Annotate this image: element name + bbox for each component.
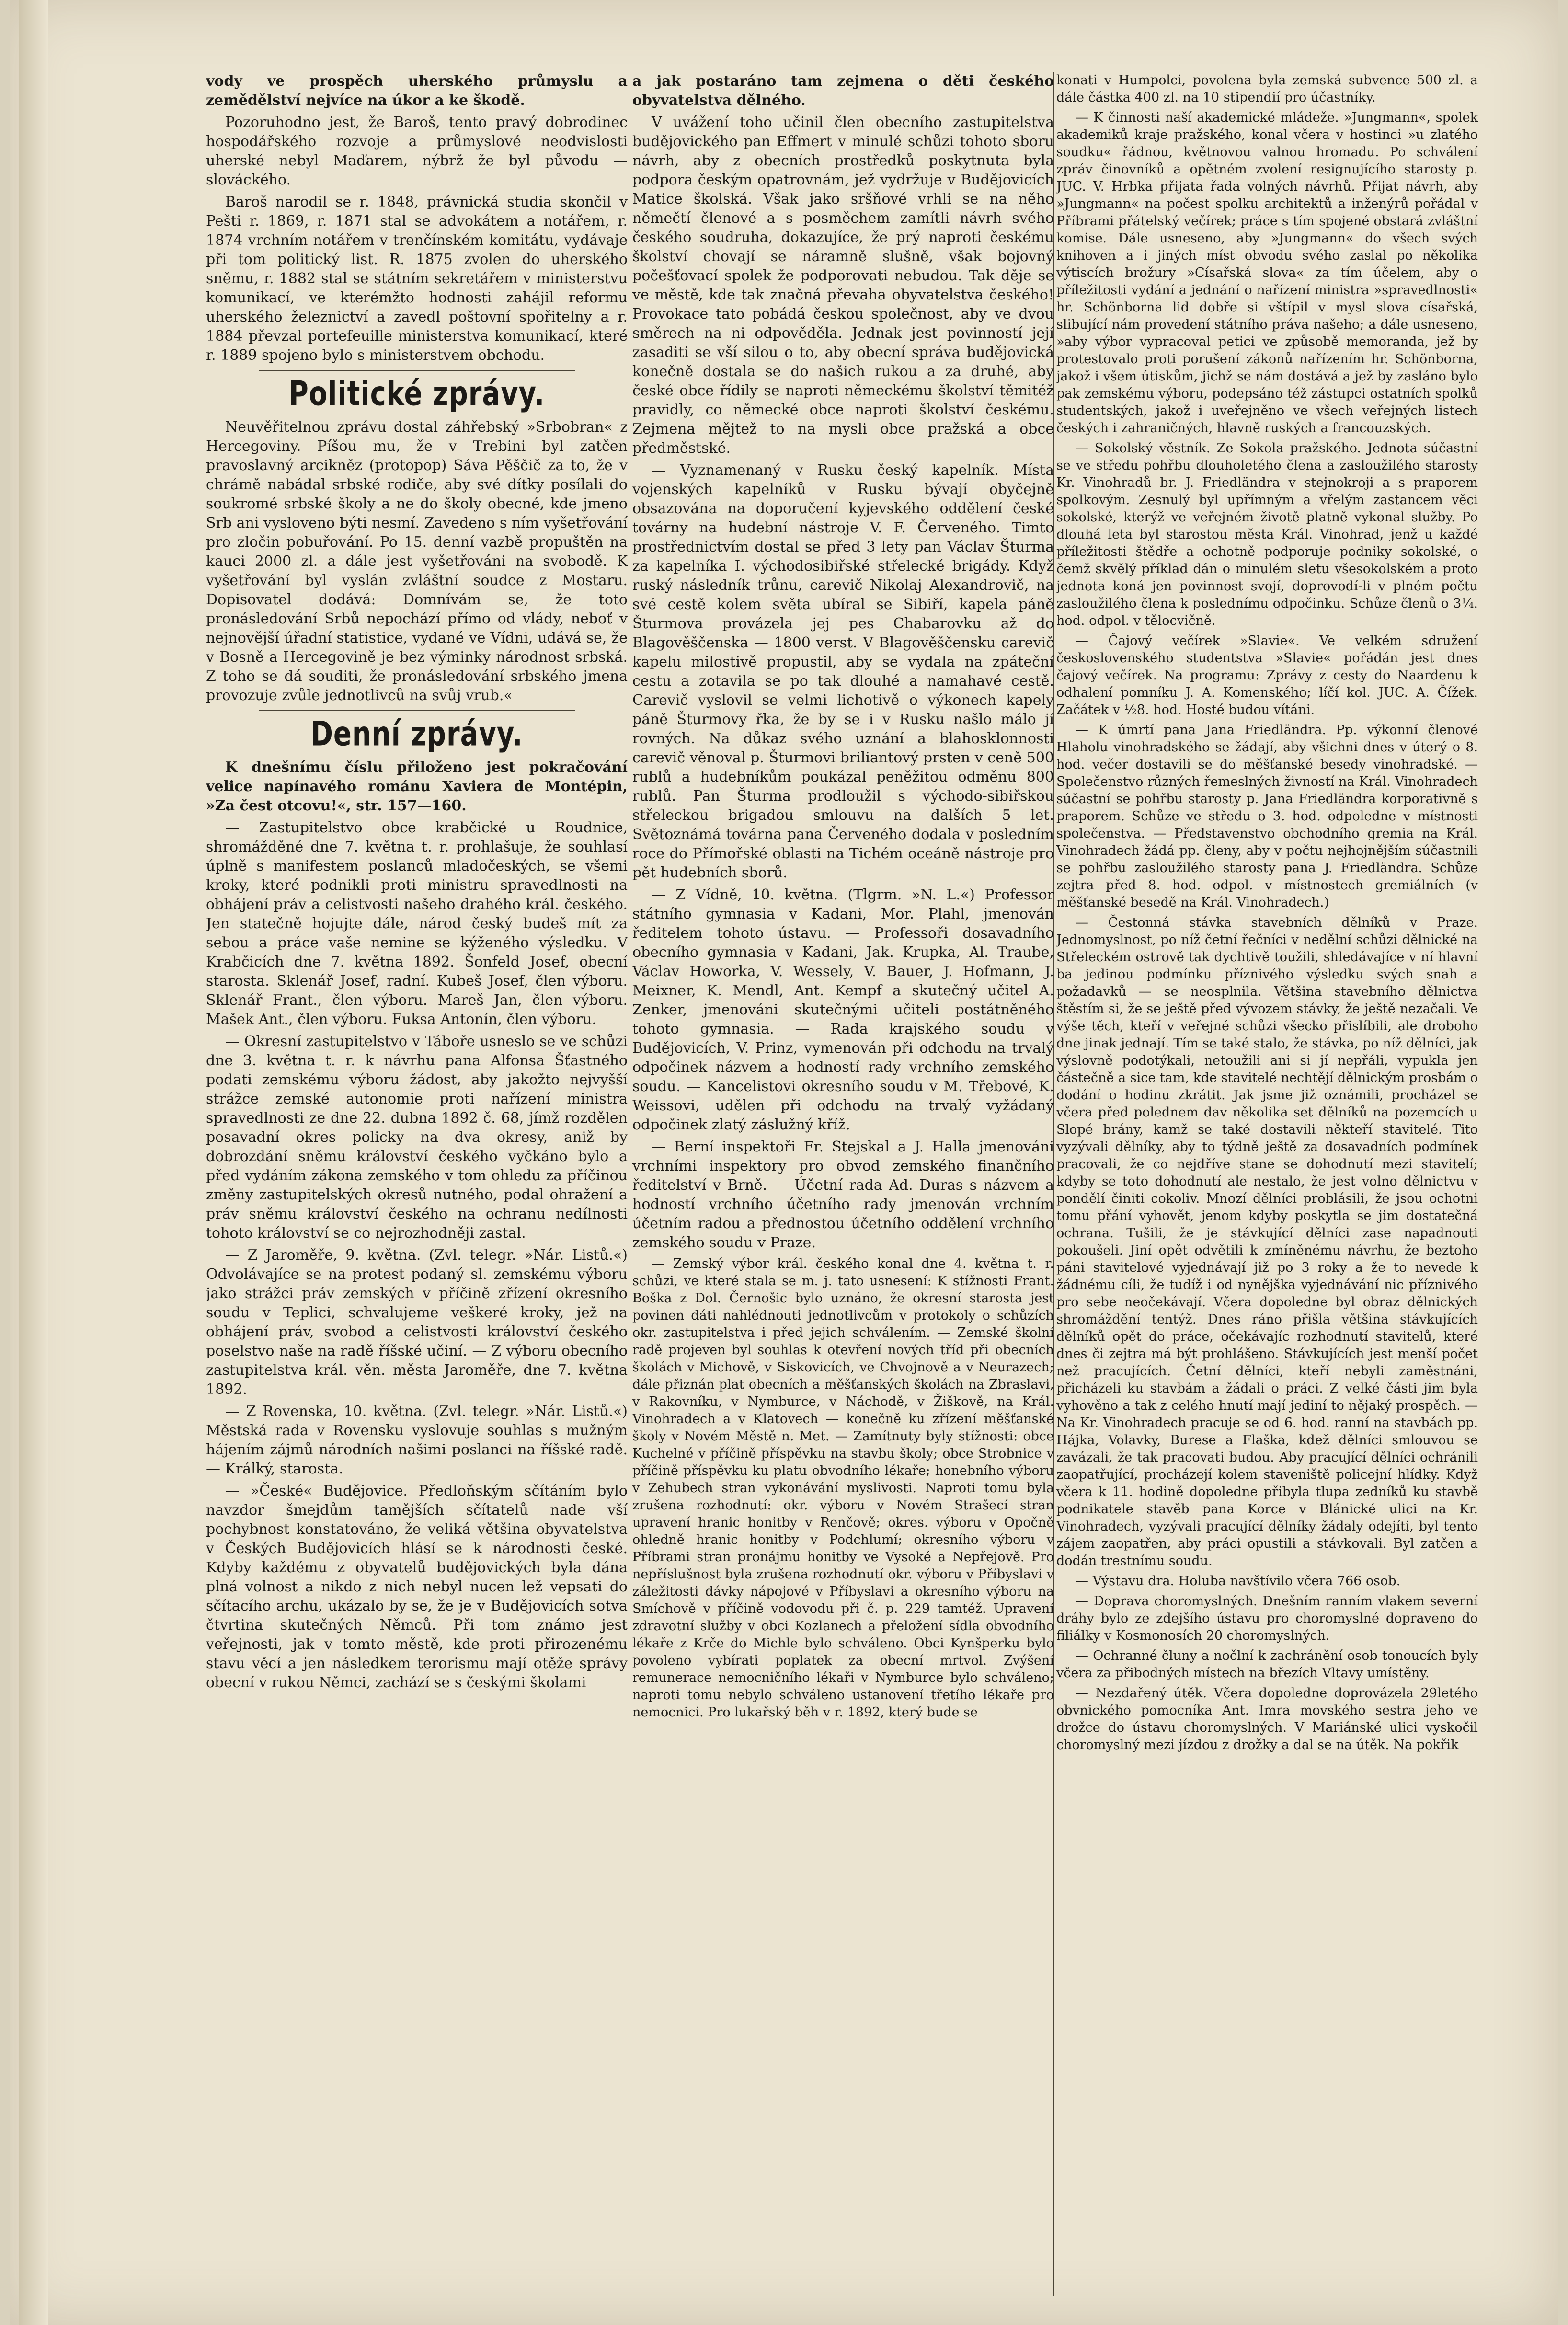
article-paragraph: — Vyznamenaný v Rusku český kapelník. Místa vojenských kapelníků v Rusku bývají obyčejně obsazována na doporučení kyjevského oddělení české továrny na hudební nástroje V. F. Červeného. Timto prostřednictvím dostal se před 3 lety pan Václav Šturma za kapelníka I. východosibiřské střelecké brigády. Když ruský následník trůnu, carevič Nikolaj Alexandrovič, na své cestě kolem světa ubíral se Sibiří, kapela páně Šturmova provázela jej pes Chabarovku až do Blagověščenska — 1800 verst. V Blagověščensku carevič kapelu milostivě propustil, aby se vydala na zpáteční cestu a zotavila se po tak dlouhé a namahavé cestě. Carevič vyslovil se velmi lichotivě o výkonech kapely páně Šturmovy řka, že by se i v Rusku našlo málo jí rovných. Na důkaz svého uznání a blahosklonnosti carevič věnoval p. Šturmovi briliantový prsten v ceně 500 rublů a hudebníkům poukázal peněžitou odměnu 800 rublů. Pan Šturma prodloužil s východo-sibiřskou střeleckou brigadou smlouvu na dalších 5 let. Světoznámá továrna pana Červeného dodala v posledním roce do Přímořské oblasti na Tichém oceáně nástroje pro pět hudebních sborů. (632, 462, 1054, 881)
article-paragraph: — Čestonná stávka stavebních dělníků v Praze. Jednomyslnost, po níž četní řečníci v nedělní schůzi dělnické na Střeleckém ostrově tak dychtivě toužili, shledávajíce v ní hlavní ba jedinou podmínku příznivého výsledku svých snah a požadavků — se neosplnila. Většina stavebního dělnictva štěstím si, že se ještě před vývozem stávky, že ještě nezačali. Ve výše těch, kteří v veřejné schůzi všecko přislíbili, ale droboho dne jinak jednají. Tím se také stalo, že stávka, po níž dělníci, jak výslovně podotýkali, netoužili ani si jí nepřáli, vypukla jen částečně a sice tam, kde stavitelé nechtějí dělnickým prosbám o dodání o hodinu zkrátit. Jak jsme již oznámili, procházel se včera před polednem dav několika set dělníků na pozemcích u Slopé brány, kamž se také dostavili někteří stavitelé. Tito vyzývali dělníky, aby to týdně ještě za dosavadních podmínek pracovali, že co nejdříve stane se dohodnutí mezi stavitelí; kdyby se toto dohodnutí ale nestalo, že jest volno dělnictvu v pondělí činiti cokoliv. Mnozí dělníci problásili, že jsou ochotni tomu přání vyhovět, jenom kdyby poskytla se jim dostatečná ochrana. Tušili, že je stávkující dělníci zase napadnouti pokoušeli. Jiní opět odvětili k zmíněnému návrhu, že beztoho páni stavitelové vyjednávají již po 3 roky a že to nevede k žádnému cíli, že tudíž i od nynějška vyjednávání nic příznivého pro sebe neočekávají. Včera dopoledne byl obraz dělnických shromáždění tentýž. Dnes ráno přišla většina stávkujících dělníků opět do práce, očekávajíc rozhodnutí stavitelů, které dnes či zejtra má být prohlášeno. Stávkujících jest menší počet než pracujících. Četní dělníci, kteří nebyli zaměstnáni, přicházeli ku stavbám a žádali o práci. Z velké části jim byla vyhověno a tak z celého hnutí mají jediní to nějaký prospěch. — Na Kr. Vinohradech pracuje se od 6. hod. ranní na stavbách pp. Hájka, Volavky, Burese a Flaška, kdež dělníci smlouvou se zavázali, že tak pracovati budou. Aby pracující dělníci ochránili zaopatřující, procházejí kolem staveniště policejní hlídky. Když včera k 11. hodině dopoledne přibyla tlupa zedníků ku stavbě podnikatele stavěb pana Korce v Blánické ulici na Kr. Vinohradech, vyzývali pracující dělníky žádaly odejíti, byl tento zájem zaopatřen, aby práci opustili a stávkovali. Byl zatčen a dodán trestnímu soudu. (1056, 915, 1478, 1568)
section-divider (259, 710, 575, 711)
article-paragraph: — Doprava choromyslných. Dnešním ranním vlakem severní dráhy bylo ze zdejšího ústavu pro choromyslné dopraveno do filiálky v Kosmonosích 20 choromyslných. (1056, 1594, 1478, 1643)
column-1 (206, 72, 628, 2296)
article-paragraph: Pozoruhodno jest, že Baroš, tento pravý dobrodinec hospodářského rozvoje a průmyslové neodvislosti uherské nebyl Maďarem, nýbrž že byl původu — slováckého. (206, 114, 628, 188)
section-heading-daily: Denní zprávy. (310, 714, 523, 754)
article-paragraph: — Čajový večírek »Slavie«. Ve velkém sdružení československého studentstva »Slavie« pořádán jest dnes čajový večírek. Na programu: Zprávy z cesty do Naardenu k odhalení pomníku J. A. Komenského; líčí kol. JUC. A. Čížek. Začátek v ½8. hod. Hosté budou vítáni. (1056, 633, 1478, 717)
article-paragraph: — Výstavu dra. Holuba navštívilo včera 766 osob. (1076, 1574, 1401, 1588)
section-divider (259, 370, 575, 371)
article-paragraph: — Okresní zastupitelstvo v Táboře usneslo se ve schůzi dne 3. května t. r. k návrhu pana Alfonsa Šťastného podati zemskému výboru žádost, aby jakožto nejvyšší strážce zemské autonomie proti nařízení ministra spravedlnosti ze dne 22. dubna 1892 č. 68, jímž rozdělen posavadní okres policky na dva okresy, aniž by dobrozdání sněmu království českého vyčkáno bylo a před vydáním zákona zemského v tom ohledu za příčinou změny zastupitelských okresů nutného, podal ohražení a práv sněmu království českého na ochranu nedílnosti tohoto království se co nejrozhodněji zastal. (206, 1033, 628, 1242)
article-paragraph: — Z Rovenska, 10. května. (Zvl. telegr. »Nár. Listů.«) Městská rada v Rovensku vyslovuje souhlas s mužným hájením zájmů národních našimi poslanci na říšské radě. — Králký, starosta. (206, 1403, 628, 1477)
article-paragraph: — Berní inspektoři Fr. Stejskal a J. Halla jmenováni vrchními inspektory pro obvod zemského finančního ředitelství v Brně. — Účetní rada Ad. Duras s názvem a hodností vrchního účetního rady jmenován vrchním účetním radou a přednostou účetního oddělení vrchního zemského soudu v Praze. (632, 1139, 1054, 1251)
page-edge-shadow (19, 0, 48, 2325)
article-paragraph: a jak postaráno tam zejmena o děti českého obyvatelstva dělného. (632, 73, 1054, 109)
article-paragraph: konati v Humpolci, povolena byla zemská subvence 500 zl. a dále částka 400 zl. na 10 stipendií pro účastníky. (1056, 73, 1478, 105)
article-paragraph: — Nezdařený útěk. Včera dopoledne doprovázela 29letého obvnického pomocníka Ant. Imra movského sestra jeho ve drožce do ústavu choromyslných. V Mariánské ulici vyskočil choromyslný mezi jízdou z drožky a dal se na útěk. Na pokřik (1056, 1686, 1478, 1752)
article-paragraph: Baroš narodil se r. 1848, právnická studia skončil v Pešti r. 1869, r. 1871 stal se advokátem a notářem, r. 1874 vrchním notářem v trenčínském komitátu, vydávaje při tom politický list. R. 1875 zvolen do uherského sněmu, r. 1882 stal se státním sekretářem v ministerstvu komunikací, ve kterémžto hodnosti zahájil reformu uherského železnictví a zavedl poštovní spořitelny a r. 1884 převzal portefeuille ministerstva komunikací, které r. 1889 spojeno bylo s ministerstvem obchodu. (206, 194, 628, 364)
article-paragraph: — K úmrtí pana Jana Friedländra. Pp. výkonní členové Hlaholu vinohradského se žádají, aby všichni dnes v úterý o 8. hod. večer dostavili se do měšťanské besedy vinohradské. — Společenstvo různých řemeslných živností na Král. Vinohradech súčastní se pohřbu starosty p. Jana Friedländra korporativně s praporem. Schůze ve středu o 3. hod. odpoledne v místnosti společenstva. — Představenstvo obchodního gremia na Král. Vinohradech žádá pp. členy, aby v počtu nejhojnějším súčastnili se pohřbu zasloužilého starosty pana J. Friedländra. Schůze zejtra před 8. hod. odpol. v místnostech gremiálních (v měšťanské besedě na Král. Vinohradech.) (1056, 723, 1478, 910)
column-3 (1056, 72, 1478, 2296)
article-paragraph: V uvážení toho učinil člen obecního zastupitelstva budějovického pan Effmert v minulé schůzi tohoto sboru návrh, aby z obecních prostředků poskytnuta byla podpora českým opatrovnám, jež vydržuje v Budějovicích Matice školská. Však jako sršňové vrhli se na něho němečtí členové a s posměchem zamítli návrh svého českého soudruha, dokazujíce, že prý naproti českému školství chovají se náramně slušně, však bojovný počešťovací spolek že podporovati nebudou. Tak děje se ve městě, kde tak značná převaha obyvatelstva českého! Provokace tato pobádá českou společnost, aby ve dvou směrech na ni odpověděla. Jednak jest povinností její zasaditi se vší silou o to, aby obecní správa budějovická konečně dostala se do našich rukou a za druhé, aby české obce řídily se naproti německému školství těmitéž pravidly, co německé obce naproti školství českému. Zejmena mějtež to na mysli obce pražská a obce předměstské. (632, 114, 1054, 457)
article-paragraph: K dnešnímu číslu přiloženo jest pokračování velice napínavého románu Xaviera de Montépin, »Za čest otcovu!«, str. 157—160. (206, 759, 628, 814)
article-paragraph: — »České« Budějovice. Předloňským sčítáním bylo navzdor šmejdům tamějších sčítatelů nade vší pochybnost konstatováno, že veliká většina obyvatelstva v Českých Budějovicích hlásí se k národnosti české. Kdyby každému z obyvatelů budějovických byla dána plná volnost a nikdo z nich nebyl nucen lež vepsati do sčítacího archu, ukázalo by se, že je v Budějovicích sotva čtvrtina skutečných Němců. Při tom známo jest veřejnosti, jak v tomto městě, kde proti přirozenému stavu věcí a jen následkem terorismu mají otěže správy obecní v rukou Němci, zachází se s českými školami (206, 1483, 628, 1691)
article-paragraph: — Zemský výbor král. českého konal dne 4. května t. r. schůzi, ve které stala se m. j. tato usnesení: K stížnosti Frant. Boška z Dol. Černošic bylo uznáno, že okresní starosta jest povinen dáti nahlédnouti jednotlivcům v protokoly o schůzích okr. zastupitelstva i před jejich schválením. — Zemské školní radě projeven byl souhlas k otevření nových tříd při obecních školách v Michově, v Siskovicích, ve Chvojnově a v Neurazech; dále přiznán plat obecních a měšťanských školách na Zbraslavi, v Rakovníku, v Nymburce, v Náchodě, v Žiškově, na Král. Vinohradech a v Klatovech — konečně ku zřízení měšťanské školy v Novém Městě n. Met. — Zamítnuty byly stížnosti: obce Kuchelné v příčině příspěvku na stavbu školy; obce Strobnice v příčině příspěvku ku platu obvodního lékaře; honebního výboru v Zehubech stran vykonávání myslivosti. Naproti tomu byla zrušena rozhodnutí: okr. výboru v Novém Strašecí stran upravení hranic honitby v Renčově; okres. výboru v Opočně ohledně hranic honitby v Podchlumí; okresního výboru v Příbrami stran pronájmu honitby ve Vysoké a Nepřejově. Pro nepříslušnost byla zrušena rozhodnutí okr. výboru v Příbyslavi v záležitosti dávky nápojové v Příbyslavi a okresního výboru na Smíchově v příčině vodovodu při č. p. 229 tamtéž. Upravení zdravotní služby v obci Kozlanech a přeložení sídla obvodního lékaře z Krče do Michle bylo schváleno. Obci Kynšperku bylo povoleno vybírati poplatek za obecní mrtvol. Zvýšení remunerace nemocničního lékaři v Nymburce bylo schváleno; naproti tomu nebylo schváleno ustanovení třetího lékaře pro nemocnici. Pro lukařský běh v r. 1892, který bude se (632, 1256, 1054, 1720)
article-paragraph: Neuvěřitelnou zprávu dostal záhřebský »Srbobran« z Hercegoviny. Píšou mu, že v Trebini byl zatčen pravoslavný arcikněz (protopop) Sáva Pěščič za to, že v chrámě nabádal srbské rodiče, aby své dítky posílali do soukromé srbské školy a ne do školy obecné, kde jmeno Srb ani vysloveno býti nesmí. Zavedeno s ním vyšetřování pro zločin pobuřování. Po 15. denní vazbě propuštěn na kauci 2000 zl. a dále jest vyšetřováni na svobodě. K vyšetřování byl vyslán zvláštní soudce z Mostaru. Dopisovatel dodává: Domnívám se, že toto pronásledování Srbů nepochází přímo od vlády, neboť v nejnovější úřadní statistice, vydané ve Vídni, udává se, že v Bosně a Hercegovině je bez výminky národnost srbská. Z toho se dá souditi, že pronásledování srbského jmena provozuje zvůle jednotlivců na svůj vrub.« (206, 419, 628, 704)
article-paragraph: — Z Jaroměře, 9. května. (Zvl. telegr. »Nár. Listů.«) Odvolávajíce se na protest podaný sl. zemskému výboru jako strážci práv zemských v příčině zřízení okresního soudu v Teplici, schvalujeme veškeré kroky, jež na obhájení práv, svobod a celistvosti království českého poselstvo naše na radě říšské učiní. — Z výboru obecního zastupitelstva král. věn. města Jaroměře, dne 7. května 1892. (206, 1247, 628, 1398)
article-paragraph: — K činnosti naší akademické mládeže. »Jungmann«, spolek akademiků kraje pražského, konal včera v hostinci »u zlatého soudku« řádnou, květnovou valnou hromadu. Po schválení zpráv činovníků a opětném zvolení resignujícího starosty p. JUC. V. Hrbka přijata řada volných návrhů. Přijat návrh, aby »Jungmann« na počest spolku architektů a inženýrů pořádal v Příbrami přátelský večírek; práce s tím spojené obstará zvláštní komise. Dále usneseno, aby »Jungmann« do všech svých knihoven a i jiných míst obvodu svého zaslal po několika výtiscích brožury »Císařská slova« za tím účelem, aby o příležitosti vydání a jednání o nařízení ministra »spravedlnosti« hr. Schönborna lid dobře si vštípil v mysl slova císařská, slibující nám provedení státního práva našeho; a dále usneseno, »aby výbor vypracoval petici ve způsobě memoranda, jež by protestovalo proti porušení zákonů nařízením hr. Schönborna, jakož i všem útiskům, jichž se nám dostává a jež by zasláno bylo pak zemskému výboru, podepsáno též zástupci ostatních spolků studentských, jakož i uveřejněno ve všech veřejných listech českých i zahraničných, hlavně ruských a francouzských. (1056, 110, 1478, 436)
article-paragraph: vody ve prospěch uherského průmyslu a zemědělství nejvíce na úkor a ke škodě. (206, 73, 628, 109)
newspaper-page (10, 0, 1558, 2325)
article-paragraph: — Zastupitelstvo obce krabčické u Roudnice, shromážděné dne 7. května t. r. prohlašuje, že souhlasí úplně s manifestem poslanců mladočeských, se všemi kroky, které podnikli proti ministru spravedlnosti na obhájení práv a celistvosti našeho drahého král. českého. Jen statečně hojujte dále, národ český budeš mít za sebou a práce vaše nemine se kýženého výsledku. V Krabčicích dne 7. května 1892. Šonfeld Josef, obecní starosta. Sklenář Josef, radní. Kubeš Josef, člen výboru. Sklenář Frant., člen výboru. Mareš Jan, člen výboru. Mašek Ant., člen výboru. Fuksa Antonín, člen výboru. (206, 819, 628, 1028)
article-paragraph: — Z Vídně, 10. května. (Tlgrm. »N. L.«) Professor státního gymnasia v Kadani, Mor. Plahl, jmenován ředitelem tohoto ústavu. — Professoři dosavadního obecního gymnasia v Kadani, Jak. Krupka, Al. Traube, Václav Howorka, V. Wessely, V. Bauer, J. Hofmann, J. Meixner, K. Mendl, Ant. Kempf a skutečný učitel A. Zenker, jmenováni skutečnými učiteli postátněného tohoto gymnasia. — Rada krajského soudu v Budějovicích, V. Prinz, vymenován při odchodu na trvalý odpočinek názvem a hodností rady vrchního zemského soudu. — Kancelistovi okresního soudu v M. Třebové, K. Weissovi, udělen při odchodu na trvalý vyžádaný odpočinek zlatý záslužný kříž. (632, 886, 1054, 1133)
section-heading-politics: Politické zprávy. (288, 374, 545, 414)
article-paragraph: — Ochranné čluny a nočlní k zachránění osob tonoucích byly včera za přibodných místech na březích Vltavy umístěny. (1056, 1648, 1478, 1680)
article-paragraph: — Sokolský věstník. Ze Sokola pražského. Jednota súčastní se ve středu pohřbu dlouholetého člena a zasloužilého starosty Kr. Vinohradů br. J. Friedländra v stejnokroji a s praporem spolkovým. Zesnulý byl upřímným a vřelým zastancem věci sokolské, kterýž ve veřejném životě platně vykonal služby. Po dlouhá leta byl starostou města Král. Vinohrad, jenž u každé příležitosti štědře a ochotně podporuje podniky sokolské, o čemž skvělý příklad dán o minulém sletu všesokolském a proto jednota koná jen povinnost svojí, doprovodí-li v plném počtu zasloužilého člena k poslednímu odpočinku. Schůze členů o 3¼. hod. odpol. v tělocvičně. (1056, 441, 1478, 628)
column-2 (632, 72, 1054, 2296)
